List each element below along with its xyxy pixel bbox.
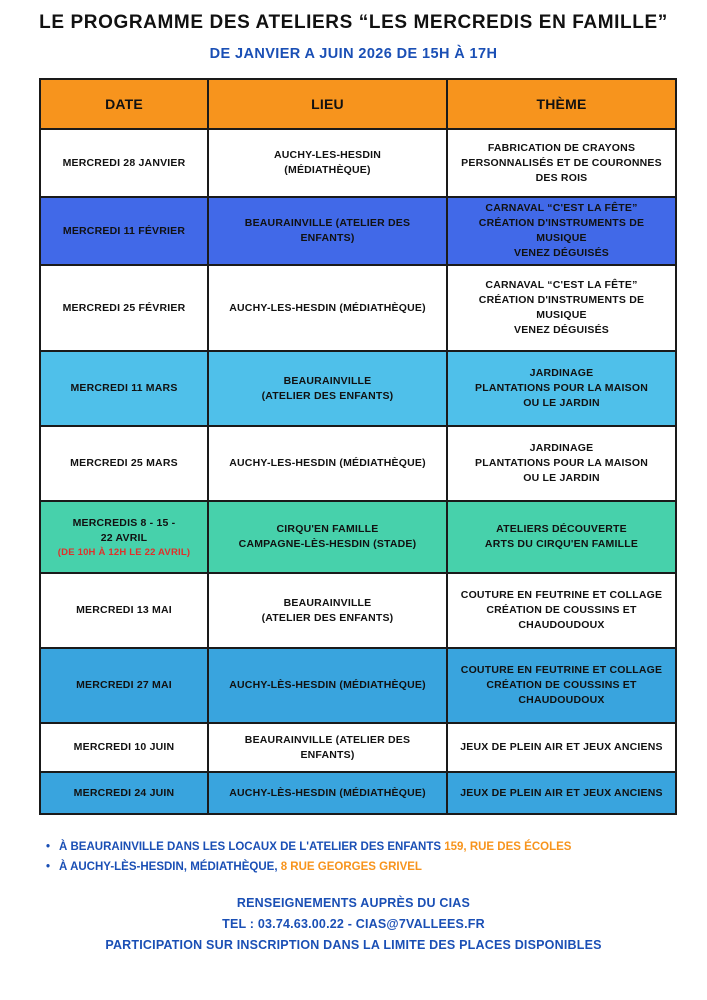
footer-contact-line: TEL : 03.74.63.00.22 - CIAS@7VALLEES.FR xyxy=(222,917,485,931)
table-row xyxy=(40,197,676,265)
lieu-cell xyxy=(208,772,447,814)
theme-cell xyxy=(447,723,676,772)
lieu-cell-line: AUCHY-LES-HESDIN (MÉDIATHÈQUE) xyxy=(229,457,426,469)
table-row xyxy=(40,351,676,426)
theme-cell-line: JARDINAGE xyxy=(529,442,594,454)
date-cell-line: MERCREDIS 8 - 15 - xyxy=(72,516,176,529)
lieu-cell-line: BEAURAINVILLE xyxy=(283,374,372,387)
date-note: (DE 10H À 12H LE 22 AVRIL) xyxy=(57,546,191,558)
lieu-cell-line: AUCHY-LÈS-HESDIN (MÉDIATHÈQUE) xyxy=(229,786,426,799)
date-cell-line: MERCREDI 25 MARS xyxy=(70,457,178,469)
date-cell xyxy=(40,265,208,351)
table-row xyxy=(40,426,676,501)
lieu-cell-line: BEAURAINVILLE (ATELIER DES ENFANTS) xyxy=(244,217,411,244)
theme-cell-line: CHAUDOUDOUX xyxy=(518,694,605,706)
date-cell-line: MERCREDI 24 JUIN xyxy=(73,786,175,799)
theme-cell-line: VENEZ DÉGUISÉS xyxy=(514,324,609,336)
lieu-cell-line: CIRQU'EN FAMILLE xyxy=(276,523,379,535)
theme-cell-line: CARNAVAL “C'EST LA FÊTE” xyxy=(485,279,638,291)
theme-cell xyxy=(447,197,676,265)
date-cell xyxy=(40,129,208,197)
date-cell-line: MERCREDI 11 MARS xyxy=(70,382,178,394)
date-cell-line: MERCREDI 13 MAI xyxy=(76,604,172,616)
column-header-lieu: LIEU xyxy=(208,79,447,129)
lieu-cell xyxy=(208,426,447,501)
date-cell xyxy=(40,772,208,814)
theme-cell-line: CRÉATION DE COUSSINS ET xyxy=(486,604,637,616)
theme-cell-line: PERSONNALISÉS ET DE COURONNES xyxy=(461,156,662,169)
table-row xyxy=(40,129,676,197)
lieu-cell-line: AUCHY-LES-HESDIN (MÉDIATHÈQUE) xyxy=(229,301,426,314)
location-address: 8 RUE GEORGES GRIVEL xyxy=(280,861,422,873)
theme-cell xyxy=(447,129,676,197)
lieu-cell xyxy=(208,265,447,351)
schedule-table xyxy=(39,78,677,815)
date-cell xyxy=(40,723,208,772)
theme-cell xyxy=(447,501,676,573)
lieu-cell xyxy=(208,648,447,723)
theme-cell-line: COUTURE EN FEUTRINE ET COLLAGE xyxy=(460,664,663,676)
table-row xyxy=(40,501,676,573)
date-cell-line: MERCREDI 11 FÉVRIER xyxy=(62,224,186,237)
bullet-icon: • xyxy=(46,841,51,853)
lieu-cell-line: AUCHY-LES-HESDIN xyxy=(273,149,382,161)
date-cell-line: 22 AVRIL xyxy=(100,531,148,544)
theme-cell xyxy=(447,351,676,426)
theme-cell xyxy=(447,772,676,814)
contact-footer xyxy=(0,893,707,956)
theme-cell-line: JEUX DE PLEIN AIR ET JEUX ANCIENS xyxy=(460,786,663,799)
theme-cell-line: CHAUDOUDOUX xyxy=(518,619,605,631)
lieu-cell-line: (ATELIER DES ENFANTS) xyxy=(261,389,394,402)
date-cell-line: MERCREDI 25 FÉVRIER xyxy=(62,301,186,314)
lieu-cell xyxy=(208,197,447,265)
table-row xyxy=(40,573,676,648)
table-row xyxy=(40,723,676,772)
column-header-date: DATE xyxy=(40,79,208,129)
location-text: À AUCHY-LÈS-HESDIN, MÉDIATHÈQUE, xyxy=(59,861,278,873)
theme-cell-line: CRÉATION D'INSTRUMENTS DE xyxy=(478,294,645,306)
table-row xyxy=(40,265,676,351)
lieu-cell-line: CAMPAGNE-LÈS-HESDIN (STADE) xyxy=(238,538,417,550)
theme-cell-line: PLANTATIONS POUR LA MAISON xyxy=(475,457,648,469)
table-header-row xyxy=(40,79,676,129)
date-cell xyxy=(40,648,208,723)
theme-cell-line: CRÉATION D'INSTRUMENTS DE MUSIQUE xyxy=(478,217,645,244)
theme-cell xyxy=(447,426,676,501)
theme-cell-line: CRÉATION DE COUSSINS ET xyxy=(486,679,637,691)
location-address: 159, RUE DES ÉCOLES xyxy=(444,841,572,853)
date-cell-line: MERCREDI 10 JUIN xyxy=(73,741,175,753)
location-item xyxy=(46,860,571,875)
column-header-theme: THÈME xyxy=(447,79,676,129)
theme-cell-line: ARTS DU CIRQU'EN FAMILLE xyxy=(484,538,639,550)
date-cell xyxy=(40,573,208,648)
location-list xyxy=(46,840,571,880)
lieu-cell-line: (ATELIER DES ENFANTS) xyxy=(261,611,394,624)
lieu-cell xyxy=(208,501,447,573)
theme-cell-line: CARNAVAL “C'EST LA FÊTE” xyxy=(485,202,638,214)
table-row xyxy=(40,772,676,814)
page-title: LE PROGRAMME DES ATELIERS “LES MERCREDIS EN FAMILLE” xyxy=(39,12,668,33)
theme-cell-line: DES ROIS xyxy=(535,171,588,184)
bullet-icon: • xyxy=(46,861,51,873)
date-cell xyxy=(40,197,208,265)
theme-cell xyxy=(447,573,676,648)
footer-registration-line: PARTICIPATION SUR INSCRIPTION DANS LA LIMITE DES PLACES DISPONIBLES xyxy=(105,938,602,952)
date-cell-line: MERCREDI 27 MAI xyxy=(76,679,172,691)
theme-cell-line: COUTURE EN FEUTRINE ET COLLAGE xyxy=(460,589,663,601)
date-cell xyxy=(40,351,208,426)
location-item xyxy=(46,840,571,855)
theme-cell-line: ATELIERS DÉCOUVERTE xyxy=(496,523,627,535)
location-text: À BEAURAINVILLE DANS LES LOCAUX DE L'ATELIER DES ENFANTS xyxy=(59,841,442,853)
lieu-cell-line: BEAURAINVILLE xyxy=(283,596,372,609)
date-cell-line: MERCREDI 28 JANVIER xyxy=(62,156,186,169)
lieu-cell-line: AUCHY-LÈS-HESDIN (MÉDIATHÈQUE) xyxy=(229,679,426,691)
theme-cell-line: OU LE JARDIN xyxy=(523,472,600,484)
theme-cell-line: JEUX DE PLEIN AIR ET JEUX ANCIENS xyxy=(460,741,663,753)
page-subtitle: DE JANVIER A JUIN 2026 DE 15H À 17H xyxy=(209,46,498,62)
lieu-cell xyxy=(208,573,447,648)
theme-cell-line: FABRICATION DE CRAYONS xyxy=(487,141,636,154)
lieu-cell xyxy=(208,129,447,197)
theme-cell-line: JARDINAGE xyxy=(529,367,594,379)
theme-cell xyxy=(447,648,676,723)
theme-cell-line: PLANTATIONS POUR LA MAISON xyxy=(475,382,648,394)
footer-info-line: RENSEIGNEMENTS AUPRÈS DU CIAS xyxy=(236,896,471,910)
theme-cell xyxy=(447,265,676,351)
date-cell xyxy=(40,426,208,501)
theme-cell-line: MUSIQUE xyxy=(536,309,587,321)
lieu-cell-line: BEAURAINVILLE (ATELIER DES ENFANTS) xyxy=(244,733,411,761)
theme-cell-line: OU LE JARDIN xyxy=(523,397,600,409)
lieu-cell xyxy=(208,351,447,426)
lieu-cell xyxy=(208,723,447,772)
lieu-cell-line: (MÉDIATHÈQUE) xyxy=(284,164,371,176)
date-cell xyxy=(40,501,208,573)
theme-cell-line: VENEZ DÉGUISÉS xyxy=(514,247,609,259)
table-row xyxy=(40,648,676,723)
